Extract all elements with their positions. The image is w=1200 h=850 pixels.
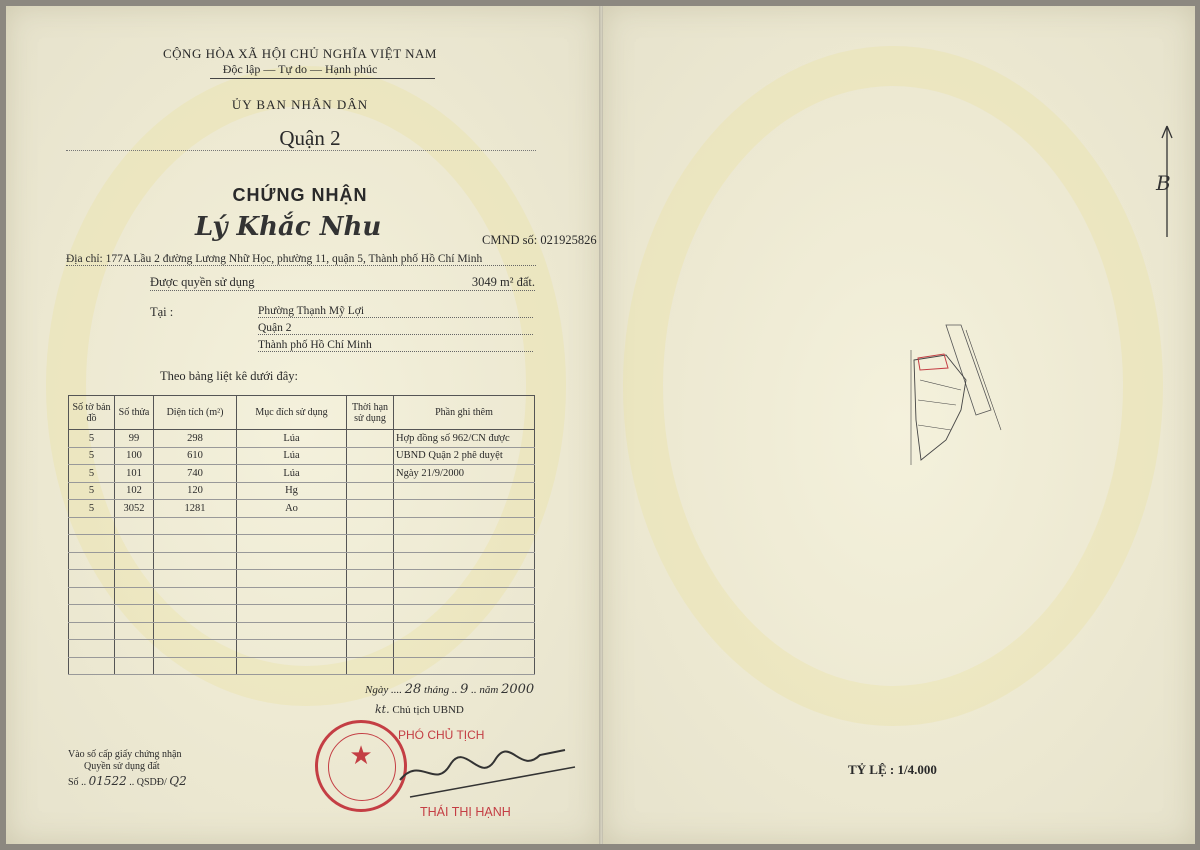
area-unit: m² đất. — [500, 275, 535, 289]
seal-star-icon: ★ — [349, 741, 373, 771]
motto: Độc lập — Tự do — Hạnh phúc — [222, 62, 378, 76]
cell-purpose: Lúa — [237, 465, 347, 483]
cell-area: 740 — [154, 465, 237, 483]
table-row — [69, 430, 535, 448]
table-row-empty — [69, 657, 535, 675]
handwritten-signature — [390, 735, 580, 805]
signer-name: THÁI THỊ HẠNH — [420, 805, 511, 819]
col-purpose: Mục đích sử dụng — [237, 396, 347, 430]
cell-parcel-no: 99 — [115, 430, 154, 448]
table-row — [69, 500, 535, 518]
cell-note — [394, 482, 535, 500]
cell-term — [347, 447, 394, 465]
cell-term — [347, 430, 394, 448]
area-line — [150, 275, 535, 291]
cell-parcel-no: 102 — [115, 482, 154, 500]
registry-suffix-value: Q2 — [169, 774, 187, 788]
cell-map-sheet: 5 — [69, 465, 115, 483]
parcel-sketch-map — [906, 320, 1006, 470]
map-scale: TỶ LỆ : 1/4.000 — [848, 762, 937, 777]
table-row-empty — [69, 605, 535, 623]
role-label: Chủ tịch UBND — [392, 704, 464, 716]
table-row-empty — [69, 622, 535, 640]
holder-address: Địa chỉ: 177A Lầu 2 đường Lương Nhữ Học, phường 11, quận 5, Thành phố Hồ Chí Minh — [66, 253, 536, 266]
area-value-group — [472, 275, 535, 290]
watermark-emblem-right — [623, 46, 1163, 726]
month-label: tháng — [424, 684, 450, 696]
location-district: Quận 2 — [258, 322, 533, 335]
land-parcel-table — [68, 395, 535, 675]
registry-number-label: Số — [68, 777, 79, 788]
table-row — [69, 465, 535, 483]
cell-area: 610 — [154, 447, 237, 465]
cell-purpose: Hg — [237, 482, 347, 500]
year-label: năm — [479, 684, 499, 696]
location-ward: Phường Thạnh Mỹ Lợi — [258, 305, 533, 318]
table-row-empty — [69, 535, 535, 553]
cell-map-sheet: 5 — [69, 430, 115, 448]
cell-parcel-no: 3052 — [115, 500, 154, 518]
issuing-district: Quận 2 — [279, 126, 341, 150]
area-value: 3049 — [471, 275, 497, 289]
usage-right-label: Được quyền sử dụng — [150, 275, 255, 289]
header-underline — [210, 78, 435, 79]
cell-term — [347, 482, 394, 500]
registry-number: Số .. 01522 .. QSDĐ/ Q2 — [68, 774, 187, 788]
location-city: Thành phố Hồ Chí Minh — [258, 339, 533, 352]
date-day: 28 — [404, 682, 422, 697]
id-number-line — [482, 233, 597, 248]
cell-map-sheet: 5 — [69, 447, 115, 465]
committee-name: ỦY BAN NHÂN DÂN — [231, 97, 369, 112]
cell-purpose: Ao — [237, 500, 347, 518]
col-term: Thời hạn sử dụng — [347, 396, 394, 430]
date-month: 9 — [460, 682, 469, 697]
table-row-empty — [69, 570, 535, 588]
cell-term — [347, 500, 394, 518]
registry-suffix-label: QSDĐ/ — [136, 777, 167, 788]
table-intro: Theo bảng liệt kê dưới đây: — [160, 369, 299, 383]
cell-note: Ngày 21/9/2000 — [394, 465, 535, 483]
cell-map-sheet: 5 — [69, 482, 115, 500]
cell-area: 1281 — [154, 500, 237, 518]
cell-area: 120 — [154, 482, 237, 500]
table-row-empty — [69, 640, 535, 658]
cell-note — [394, 500, 535, 518]
col-area: Diện tích (m²) — [154, 396, 237, 430]
table-row — [69, 482, 535, 500]
cell-area: 298 — [154, 430, 237, 448]
date-year: 2000 — [501, 682, 535, 697]
id-number: 021925826 — [540, 233, 597, 247]
certificate-title: CHỨNG NHẬN — [232, 185, 368, 205]
date-prefix: Ngày — [365, 684, 389, 696]
divider — [66, 150, 536, 151]
table-row-empty — [69, 517, 535, 535]
registry-line-1: Vào số cấp giấy chứng nhận — [68, 749, 182, 760]
vice-chairman-title: PHÓ CHỦ TỊCH — [398, 728, 485, 742]
cell-purpose: Lúa — [237, 447, 347, 465]
cell-term — [347, 465, 394, 483]
table-row — [69, 447, 535, 465]
country-header: CỘNG HÒA XÃ HỘI CHỦ NGHĨA VIỆT NAM — [163, 46, 437, 61]
cell-parcel-no: 100 — [115, 447, 154, 465]
signer-role: kt. Chủ tịch UBND — [375, 703, 464, 716]
cell-purpose: Lúa — [237, 430, 347, 448]
col-parcel-no: Số thửa — [115, 396, 154, 430]
location-label: Tại : — [150, 305, 174, 319]
registry-number-value: 01522 — [88, 774, 127, 788]
table-row-empty — [69, 587, 535, 605]
issue-date: Ngày .... 28 tháng .. 9 .. năm 2000 — [365, 682, 535, 697]
cell-map-sheet: 5 — [69, 500, 115, 518]
north-arrow-icon — [1150, 122, 1180, 242]
north-label: B — [1156, 171, 1171, 195]
cell-note: UBND Quận 2 phê duyệt — [394, 447, 535, 465]
id-label: CMND số: — [482, 233, 538, 247]
table-header-row — [69, 396, 535, 430]
registry-line-2: Quyền sử dụng đất — [84, 761, 160, 772]
holder-name: Lý Khắc Nhu — [195, 212, 382, 242]
cell-note: Hợp đồng số 962/CN được — [394, 430, 535, 448]
cell-parcel-no: 101 — [115, 465, 154, 483]
col-map-sheet: Số tờ bản đồ — [69, 396, 115, 430]
table-row-empty — [69, 552, 535, 570]
right-page — [603, 6, 1195, 844]
col-notes: Phần ghi thêm — [394, 396, 535, 430]
